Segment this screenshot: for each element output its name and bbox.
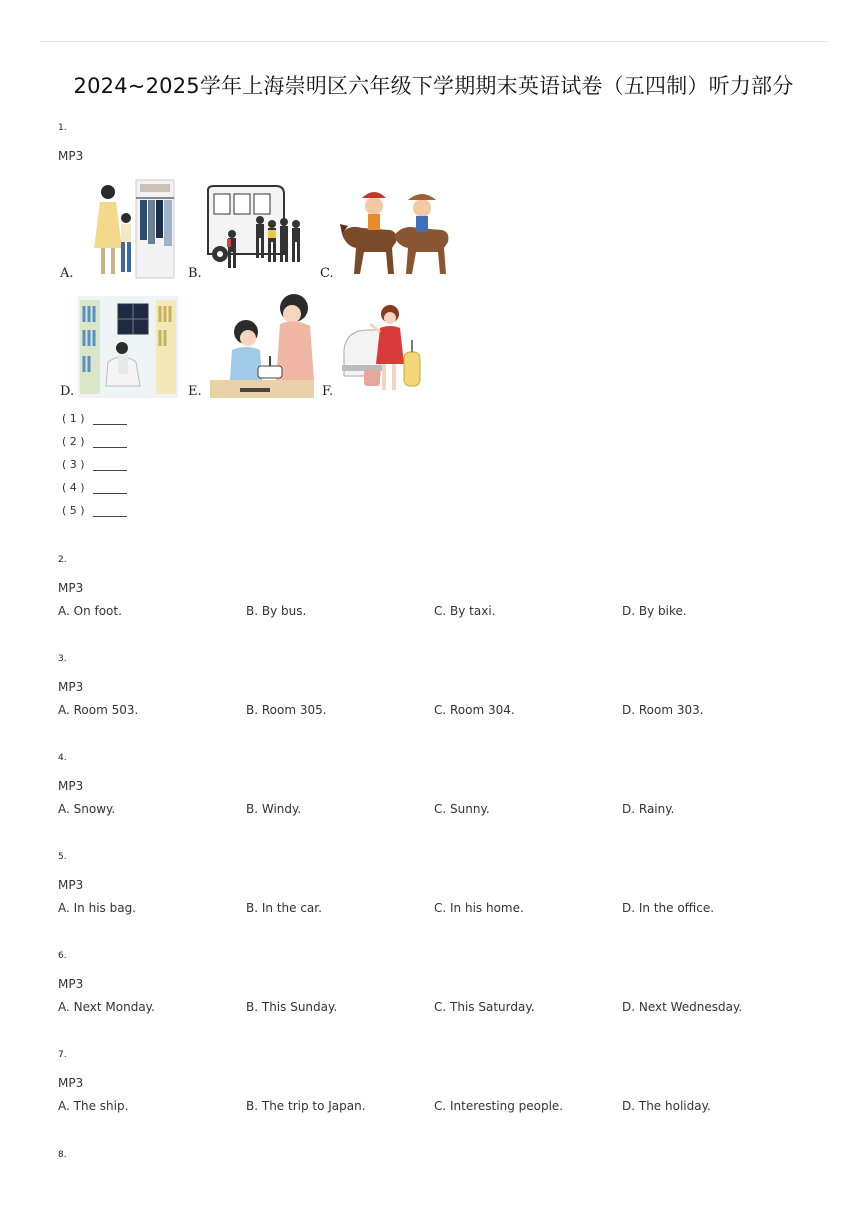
picture-letter-e: E. — [188, 384, 202, 399]
page-top-divider — [40, 41, 827, 42]
making-cake-picture — [210, 290, 314, 398]
answer-line[interactable] — [93, 438, 127, 448]
option-a[interactable]: A. On foot. — [58, 604, 122, 618]
option-b[interactable]: B. Room 305. — [246, 703, 327, 717]
option-a[interactable]: A. In his bag. — [58, 901, 136, 915]
question-number: 3. — [58, 654, 67, 664]
audio-link[interactable]: MP3 — [58, 977, 84, 991]
audio-link[interactable]: MP3 — [58, 878, 84, 892]
option-c[interactable]: C. Room 304. — [434, 703, 515, 717]
horse-riding-picture — [338, 184, 452, 280]
audio-link[interactable]: MP3 — [58, 680, 84, 694]
audio-link[interactable]: MP3 — [58, 779, 84, 793]
option-b[interactable]: B. This Sunday. — [246, 1000, 338, 1014]
blank-label: ( 4 ) — [62, 481, 85, 494]
option-c[interactable]: C. In his home. — [434, 901, 524, 915]
question-number: 7. — [58, 1050, 67, 1060]
option-d[interactable]: D. In the office. — [622, 901, 715, 915]
picture-letter-d: D. — [60, 384, 75, 399]
option-d[interactable]: D. By bike. — [622, 604, 687, 618]
option-a[interactable]: A. The ship. — [58, 1099, 129, 1113]
picture-letter-f: F. — [322, 384, 334, 399]
blank-label: ( 3 ) — [62, 458, 85, 471]
picture-letter-b: B. — [188, 266, 202, 281]
option-d[interactable]: D. Rainy. — [622, 802, 675, 816]
page-title: 2024~2025学年上海崇明区六年级下学期期末英语试卷（五四制）听力部分 — [73, 74, 794, 98]
option-a[interactable]: A. Room 503. — [58, 703, 139, 717]
answer-line[interactable] — [93, 484, 127, 494]
option-a[interactable]: A. Snowy. — [58, 802, 116, 816]
picture-letter-c: C. — [320, 266, 334, 281]
option-b[interactable]: B. In the car. — [246, 901, 322, 915]
blank-label: ( 5 ) — [62, 504, 85, 517]
option-c[interactable]: C. Sunny. — [434, 802, 490, 816]
audio-link[interactable]: MP3 — [58, 581, 84, 595]
clothes-shopping-picture — [78, 178, 178, 280]
answer-line[interactable] — [93, 507, 127, 517]
option-d[interactable]: D. Room 303. — [622, 703, 704, 717]
option-b[interactable]: B. Windy. — [246, 802, 302, 816]
travel-luggage-picture — [340, 300, 430, 400]
school-bus-picture — [206, 184, 310, 272]
audio-link[interactable]: MP3 — [58, 1076, 84, 1090]
question-number: 1. — [58, 123, 67, 133]
option-a[interactable]: A. Next Monday. — [58, 1000, 155, 1014]
answer-blank-1 — [62, 412, 127, 425]
question-number: 8. — [58, 1150, 67, 1160]
question-number: 6. — [58, 951, 67, 961]
option-d[interactable]: D. The holiday. — [622, 1099, 711, 1113]
question-number: 2. — [58, 555, 67, 565]
question-number: 4. — [58, 753, 67, 763]
blank-label: ( 2 ) — [62, 435, 85, 448]
answer-blank-2 — [62, 435, 127, 448]
option-c[interactable]: C. Interesting people. — [434, 1099, 564, 1113]
answer-blank-5 — [62, 504, 127, 517]
option-c[interactable]: C. This Saturday. — [434, 1000, 535, 1014]
option-b[interactable]: B. By bus. — [246, 604, 307, 618]
answer-line[interactable] — [93, 461, 127, 471]
audio-link[interactable]: MP3 — [58, 149, 84, 163]
question-number: 5. — [58, 852, 67, 862]
option-d[interactable]: D. Next Wednesday. — [622, 1000, 743, 1014]
answer-blank-3 — [62, 458, 127, 471]
answer-line[interactable] — [93, 415, 127, 425]
picture-letter-a: A. — [60, 266, 74, 281]
answer-blank-4 — [62, 481, 127, 494]
blank-label: ( 1 ) — [62, 412, 85, 425]
library-reading-picture — [78, 296, 178, 398]
option-b[interactable]: B. The trip to Japan. — [246, 1099, 366, 1113]
option-c[interactable]: C. By taxi. — [434, 604, 496, 618]
